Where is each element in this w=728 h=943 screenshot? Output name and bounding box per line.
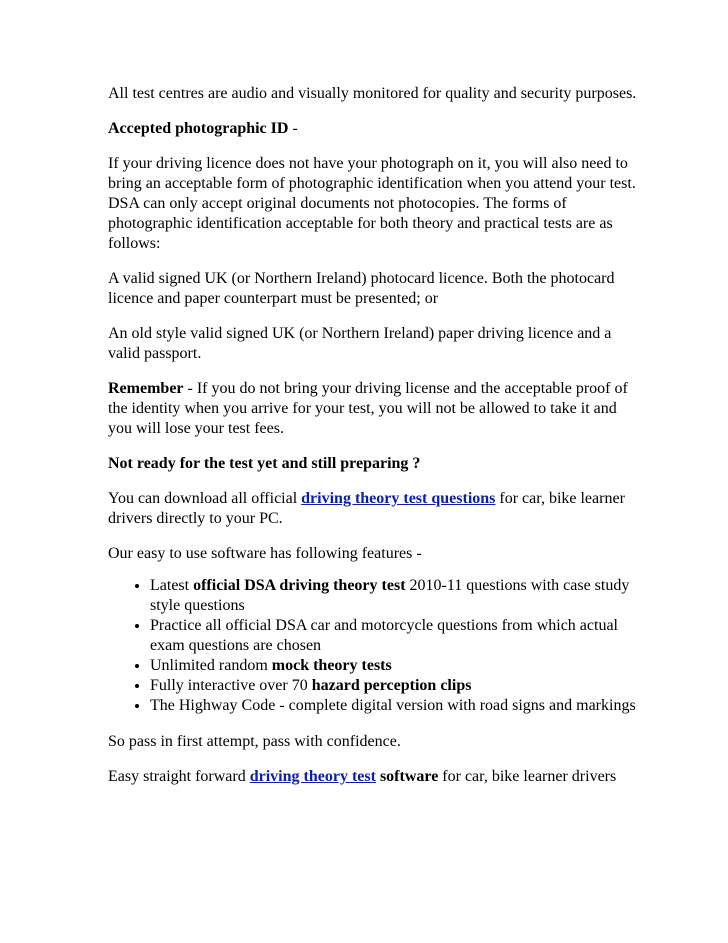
monitoring-text: All test centres are audio and visually monitored for quality and security purposes.: [108, 85, 637, 102]
photo-id-text: If your driving licence does not have your photograph on it, you will also need to bring an acceptable form of photographic identification when you attend your test. DSA can only accept original documents not photocopies. The forms of photographic identification acceptable for both theory and practical tests are as follows:: [108, 155, 636, 252]
not-ready-heading-text: Not ready for the test yet and still preparing ?: [108, 455, 421, 472]
features-list: [108, 576, 638, 716]
feature-4-bold: hazard perception clips: [311, 677, 472, 694]
not-ready-heading: [108, 454, 638, 474]
photocard-text: A valid signed UK (or Northern Ireland) photocard licence. Both the photocard licence and paper counterpart must be presented; or: [108, 270, 615, 307]
software-text-after: for car, bike learner drivers: [438, 768, 617, 785]
download-text-after: for car, bike learner drivers directly to your PC.: [108, 490, 625, 527]
paper-licence-paragraph: [108, 324, 638, 364]
feature-3-bold: mock theory tests: [271, 657, 392, 674]
accepted-id-heading-bold: Accepted photographic ID: [108, 120, 289, 137]
feature-item-practice: [150, 616, 638, 656]
pass-text: So pass in first attempt, pass with confidence.: [108, 733, 401, 750]
download-paragraph: [108, 489, 638, 529]
monitoring-paragraph: [108, 84, 638, 104]
driving-theory-test-link[interactable]: driving theory test: [249, 768, 376, 785]
remember-paragraph: [108, 379, 638, 439]
software-paragraph: [108, 767, 638, 787]
features-intro-paragraph: [108, 544, 638, 564]
feature-1-before: Latest: [150, 577, 194, 594]
photo-id-paragraph: [108, 154, 638, 254]
feature-4-before: Fully interactive over 70: [150, 677, 312, 694]
feature-2-text: Practice all official DSA car and motorcycle questions from which actual exam questions are chosen: [150, 617, 618, 654]
accepted-id-heading-suffix: -: [288, 120, 298, 137]
remember-label: Remember: [108, 380, 184, 397]
software-bold: software: [375, 768, 439, 785]
document-page: [108, 84, 638, 802]
photocard-paragraph: [108, 269, 638, 309]
feature-item-highway-code: [150, 696, 638, 716]
paper-licence-text: An old style valid signed UK (or Northern Ireland) paper driving licence and a valid passport.: [108, 325, 612, 362]
pass-paragraph: [108, 732, 638, 752]
feature-3-before: Unlimited random: [150, 657, 272, 674]
download-text-before: You can download all official: [108, 490, 302, 507]
accepted-id-heading: [108, 119, 638, 139]
feature-1-bold: official DSA driving theory test: [193, 577, 406, 594]
feature-item-hazard-perception: [150, 676, 638, 696]
software-text-before: Easy straight forward: [108, 768, 250, 785]
feature-1-after: 2010-11 questions with case study style questions: [150, 577, 630, 614]
feature-5-text: The Highway Code - complete digital version with road signs and markings: [150, 697, 636, 714]
feature-item-official-dsa: [150, 576, 638, 616]
feature-item-mock-tests: [150, 656, 638, 676]
remember-text: - If you do not bring your driving license and the acceptable proof of the identity when you arrive for your test, you will not be allowed to take it and you will lose your test fees.: [108, 380, 628, 437]
features-intro-text: Our easy to use software has following features -: [108, 545, 422, 562]
driving-theory-test-questions-link[interactable]: driving theory test questions: [301, 490, 496, 507]
